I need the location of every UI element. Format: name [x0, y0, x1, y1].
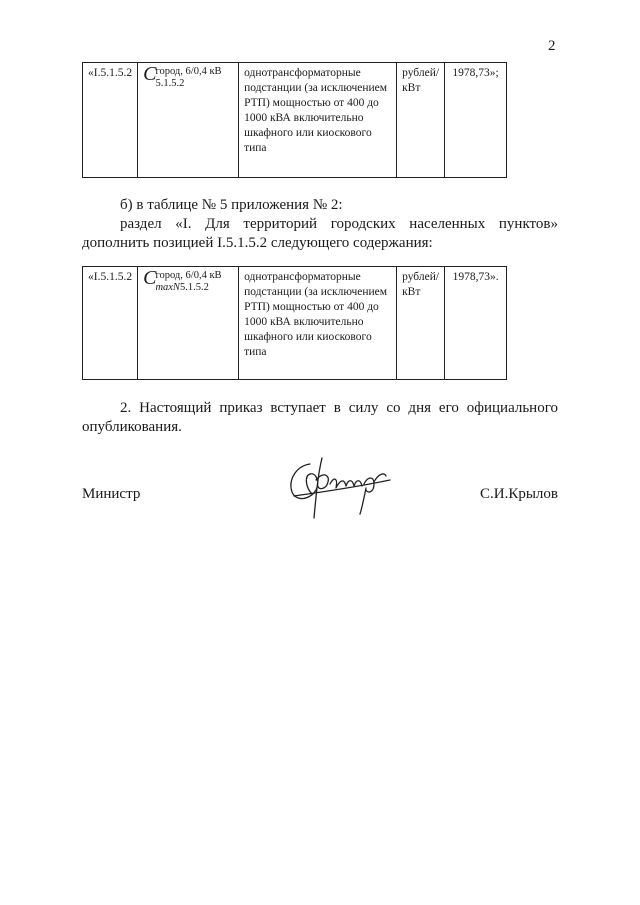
position-description: однотрансформаторные подстанции (за исключением РТП) мощностью от 400 до 1000 кВА включительно шкафного или киоскового типа [239, 267, 397, 380]
unit-of-measure: рублей/ кВт [397, 267, 445, 380]
page-number: 2 [548, 38, 556, 54]
position-table-2 [82, 266, 507, 380]
position-code: «I.5.1.5.2 [83, 267, 138, 380]
tariff-symbol [138, 63, 239, 178]
minister-title: Министр [82, 486, 141, 502]
symbol-letter: C [143, 63, 157, 85]
position-description: однотрансформаторные подстанции (за исключением РТП) мощностью от 400 до 1000 кВА включительно шкафного или киоскового типа [239, 63, 397, 178]
rate-value: 1978,73»; [445, 63, 507, 178]
unit-of-measure: рублей/ кВт [397, 63, 445, 178]
symbol-superscript: город, 6/0,4 кВ [155, 66, 222, 77]
minister-name: С.И.Крылов [480, 486, 558, 502]
paragraph-section: раздел «I. Для территорий городских населенных пунктов» дополнить позицией I.5.1.5.2 следующего содержания: [82, 216, 558, 251]
symbol-subscript: 5.1.5.2 [155, 78, 185, 89]
symbol-letter: C [143, 267, 157, 289]
position-code: «I.5.1.5.2 [83, 63, 138, 178]
handwritten-signature-icon [282, 450, 402, 522]
rate-value: 1978,73». [445, 267, 507, 380]
symbol-subscript: 5.1.5.2 [179, 282, 209, 293]
tariff-symbol [138, 267, 239, 380]
table-row [83, 63, 507, 178]
paragraph-2: 2. Настоящий приказ вступает в силу со дня его официального опубликования. [82, 400, 558, 435]
symbol-superscript: город, 6/0,4 кВ [155, 270, 222, 281]
symbol-subscript-prefix: maxN [155, 282, 180, 293]
position-table-1 [82, 62, 507, 178]
table-row [83, 267, 507, 380]
paragraph-b: б) в таблице № 5 приложения № 2: [120, 197, 343, 213]
